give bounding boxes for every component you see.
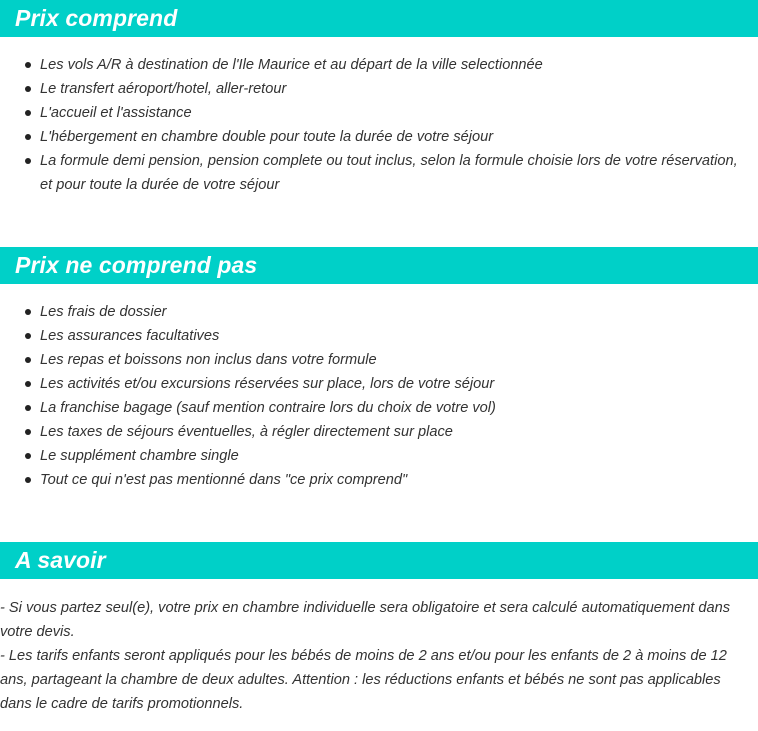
bullet-icon: [25, 62, 31, 68]
list-item: [0, 77, 758, 101]
list-item-text: L'hébergement en chambre double pour toute la durée de votre séjour: [40, 129, 494, 145]
list-item-text: Le transfert aéroport/hotel, aller-retour: [40, 81, 287, 97]
bullet-icon: [25, 134, 31, 140]
list-item: [0, 101, 758, 125]
bullet-icon: [25, 405, 31, 411]
list-item-text: Les assurances facultatives: [40, 328, 220, 344]
bullet-icon: [25, 333, 31, 339]
bullet-icon: [25, 429, 31, 435]
bullet-icon: [25, 357, 31, 363]
bullet-icon: [25, 477, 31, 483]
list-item-text: Les frais de dossier: [40, 304, 167, 320]
list-item: [0, 53, 758, 77]
list-item: [0, 324, 758, 348]
list-item-text: Les taxes de séjours éventuelles, à régler directement sur place: [40, 424, 453, 440]
info-section-header: [0, 542, 758, 579]
list-item: [0, 300, 758, 324]
included-section-title: Prix comprend: [15, 5, 178, 31]
info-section-title: A savoir: [15, 547, 106, 573]
list-item-text: L'accueil et l'assistance: [40, 105, 192, 121]
list-item-text: La franchise bagage (sauf mention contraire lors du choix de votre vol): [40, 400, 496, 416]
list-item: [0, 125, 758, 149]
list-item-text: Le supplément chambre single: [40, 448, 239, 464]
list-item-text: La formule demi pension, pension complete ou tout inclus, selon la formule choisie lors de votre réservation, et pour toute la durée de votre séjour: [40, 153, 738, 193]
excluded-list: [0, 300, 758, 492]
bullet-icon: [25, 381, 31, 387]
list-item-text: Les vols A/R à destination de l'Ile Maurice et au départ de la ville selectionnée: [40, 57, 543, 73]
excluded-section-title: Prix ne comprend pas: [15, 252, 258, 278]
bullet-icon: [25, 158, 31, 164]
bullet-icon: [25, 110, 31, 116]
list-item-text: Les repas et boissons non inclus dans votre formule: [40, 352, 377, 368]
list-item: [0, 348, 758, 372]
included-section-header: [0, 0, 758, 37]
list-item: [0, 149, 758, 197]
list-item: [0, 444, 758, 468]
list-item-text: Les activités et/ou excursions réservées sur place, lors de votre séjour: [40, 376, 495, 392]
excluded-section-header: [0, 247, 758, 284]
list-item-text: Tout ce qui n'est pas mentionné dans "ce prix comprend": [40, 472, 408, 488]
info-text: [0, 596, 752, 716]
info-paragraph: - Si vous partez seul(e), votre prix en chambre individuelle sera obligatoire et sera calculé automatiquement dans votre devis.: [0, 600, 731, 640]
bullet-icon: [25, 309, 31, 315]
list-item: [0, 420, 758, 444]
list-item: [0, 396, 758, 420]
info-paragraph: - Les tarifs enfants seront appliqués pour les bébés de moins de 2 ans et/ou pour les enfants de 2 à moins de 12 ans, partageant la chambre de deux adultes. Attention : les réductions enfants et bébés ne sont pas applicables dans le cadre de tarifs promotionnels.: [0, 648, 727, 712]
bullet-icon: [25, 86, 31, 92]
list-item: [0, 372, 758, 396]
included-list: [0, 53, 758, 197]
list-item: [0, 468, 758, 492]
bullet-icon: [25, 453, 31, 459]
